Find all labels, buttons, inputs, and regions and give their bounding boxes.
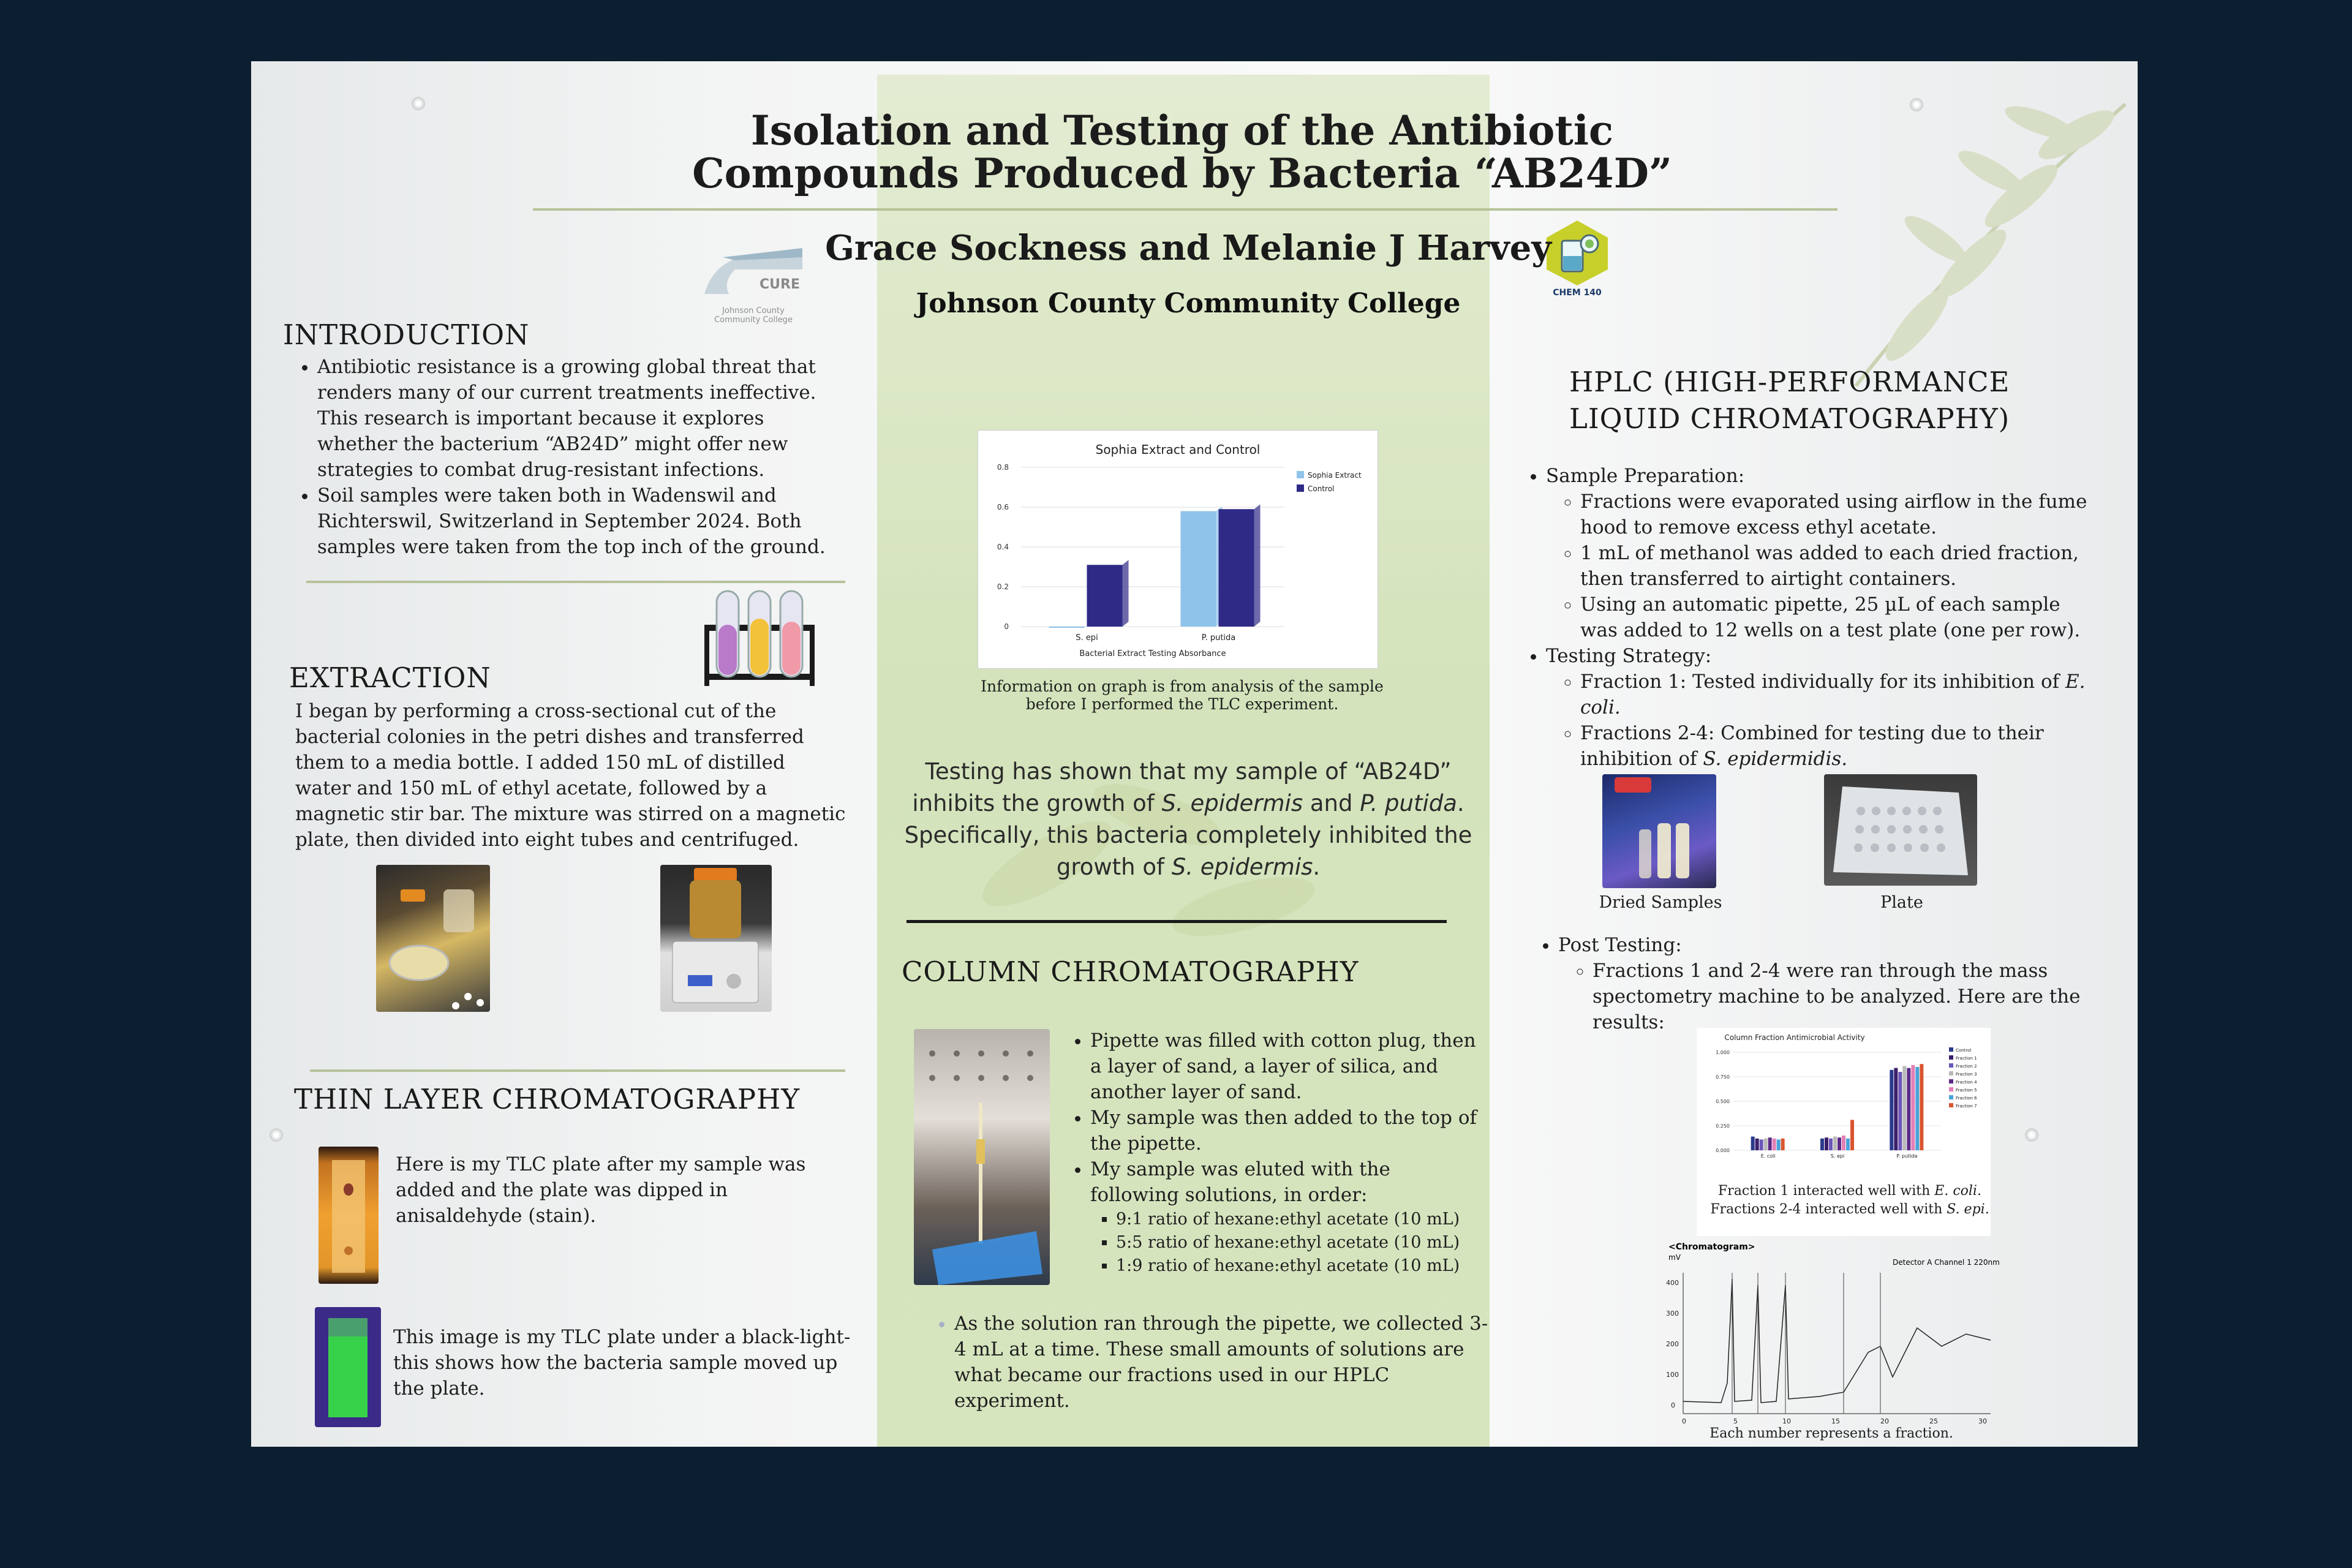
fraction-result-text: Fractions 2-4 interacted well with <box>1710 1202 1947 1217</box>
tlc-plate-photo <box>318 1147 379 1284</box>
title-divider <box>533 208 1838 211</box>
bar-fraction-1 <box>1894 1068 1898 1150</box>
bar-fraction-6 <box>1846 1139 1850 1150</box>
result-text: and <box>1303 790 1360 816</box>
introduction-bullet: • Antibiotic resistance is a growing global threat that renders many of our current treatments ineffective. This research is important because it explores whether the bacterium “AB24D” might offer new strategies to combat drug-resistant infections. <box>317 354 833 483</box>
preparation-step: ◦ 1 mL of methanol was added to each dried fraction, then transferred to airtight containers. <box>1580 540 2095 592</box>
introduction-section <box>282 354 833 560</box>
column-after-text <box>919 1311 1494 1414</box>
chromatogram-title: <Chromatogram> <box>1668 1242 1755 1252</box>
fraction-result-2 <box>1691 1200 2009 1219</box>
tlc-plate-blacklight-photo <box>315 1307 381 1427</box>
legend-swatch <box>1949 1071 1953 1076</box>
tlc-heading: THIN LAYER CHROMATOGRAPHY <box>294 1083 801 1115</box>
test-tubes-icon <box>692 588 827 692</box>
bar-fraction-2 <box>1829 1139 1833 1150</box>
section-divider <box>310 1069 845 1072</box>
result-text: . <box>1457 790 1464 816</box>
chromatogram-tick: 300 <box>1666 1310 1679 1317</box>
legend-swatch <box>1949 1095 1953 1099</box>
pin <box>270 1128 283 1142</box>
fraction-result-species: E. coli. <box>1934 1183 1981 1199</box>
leaf-branch-decoration <box>1819 80 2138 398</box>
solvent-ratio-item: ▪ 5:5 ratio of hexane:ethyl acetate (10 mL) <box>1116 1231 1477 1254</box>
introduction-heading: INTRODUCTION <box>283 318 530 351</box>
chromatogram-tick: 400 <box>1666 1279 1679 1287</box>
legend-swatch <box>1949 1103 1953 1107</box>
legend-label: Fraction 6 <box>1956 1096 1977 1101</box>
cure-logo-text: CURE <box>760 277 800 292</box>
result-divider <box>907 920 1447 923</box>
pin <box>412 97 425 110</box>
bar-fraction-2 <box>1760 1139 1763 1150</box>
stir-plate-photo <box>660 865 772 1012</box>
section-divider <box>306 581 845 583</box>
bar-control <box>1751 1137 1755 1150</box>
plate-caption: Plate <box>1880 893 1923 912</box>
result-line-1: Testing has shown that my sample of “AB24D” <box>925 758 1452 785</box>
authors: Grace Sockness and Melanie J Harvey <box>825 228 1551 268</box>
result-species: S. epidermis <box>1171 854 1313 880</box>
graph-caption: Information on graph is from analysis of the sample before I performed the TLC experiment. <box>981 677 1384 713</box>
well-plate-photo <box>1824 774 1977 886</box>
introduction-bullet: • Soil samples were taken both in Wadenswil and Richterswil, Switzerland in September 2024. Both samples were taken from the top inch of the ground. <box>317 483 833 560</box>
y-tick-label: 0 <box>1004 622 1009 631</box>
extraction-heading: EXTRACTION <box>289 662 491 694</box>
legend-swatch <box>1949 1055 1953 1060</box>
result-text: . <box>1313 854 1321 880</box>
extraction-text: I began by performing a cross-sectional cut of the bacterial colonies in the petri dishes and transferred them to a media bottle. I added 150 mL of distilled water and 150 mL of ethyl acetate, followed by a magnetic stir bar. The mixture was stirred on a magnetic plate, then divided into eight tubes and centrifuged. <box>295 700 846 851</box>
bar-fraction-7 <box>1850 1120 1854 1150</box>
x-category-label: S. epi <box>1830 1153 1845 1159</box>
chromatogram-tick: 0 <box>1682 1417 1686 1425</box>
chromatogram-tick: 10 <box>1782 1417 1791 1425</box>
tlc-plate-stained-photo <box>318 1147 379 1284</box>
strategy-fraction-1 <box>1580 669 2095 720</box>
title-line-1: Isolation and Testing of the Antibiotic <box>750 107 1614 154</box>
legend-label: Control <box>1308 484 1335 493</box>
legend-swatch <box>1949 1063 1953 1068</box>
legend-swatch <box>1297 471 1304 478</box>
strategy-text: Fractions 2-4: Combined for testing due to their inhibition of <box>1580 722 2044 770</box>
bar-fraction-1 <box>1755 1139 1759 1150</box>
chromatogram-tick: 25 <box>1929 1417 1938 1425</box>
preparation-step: ◦ Fractions were evaporated using airflow in the fume hood to remove excess ethyl acetate. <box>1580 489 2095 540</box>
x-category-label: S. epi <box>1076 633 1098 643</box>
strategy-species: E. coli. <box>1580 671 2086 718</box>
y-tick-label: 1.000 <box>1716 1050 1730 1055</box>
column-chromatography-heading: COLUMN CHROMATOGRAPHY <box>902 956 1359 988</box>
tlc-text-stain: Here is my TLC plate after my sample was added and the plate was dipped in anisaldehyde (stain). <box>396 1153 806 1227</box>
pipette-column-photo <box>914 1029 1050 1285</box>
title-line-2: Compounds Produced by Bacteria “AB24D” <box>692 149 1672 197</box>
bar-sophia-extract <box>1049 627 1085 628</box>
legend-swatch <box>1949 1047 1953 1052</box>
extraction-photo-petri <box>376 865 490 1012</box>
post-testing-label: Post Testing: <box>1558 934 1682 956</box>
legend-label: Fraction 2 <box>1956 1064 1977 1069</box>
bar-fraction-1 <box>1825 1137 1828 1150</box>
bar-fraction-2 <box>1898 1072 1902 1150</box>
y-tick-label: 0.2 <box>997 582 1009 591</box>
bar-fraction-3 <box>1764 1139 1768 1150</box>
pin <box>1910 98 1923 111</box>
legend-label: Fraction 3 <box>1956 1072 1977 1077</box>
bar-depth <box>1254 504 1261 627</box>
strategy-fractions-2-4 <box>1580 720 2095 772</box>
y-tick-label: 0.500 <box>1716 1099 1730 1104</box>
x-axis-label: Bacterial Extract Testing Absorbance <box>1079 649 1226 658</box>
result-line-2 <box>882 788 1494 820</box>
solvent-ratio-item: ▪ 1:9 ratio of hexane:ethyl acetate (10 mL) <box>1116 1254 1477 1278</box>
post-testing <box>1525 932 2089 1035</box>
bar-fraction-4 <box>1768 1137 1772 1150</box>
chromatogram <box>1660 1242 2003 1447</box>
bar-depth <box>1123 560 1129 627</box>
legend-label: Fraction 4 <box>1956 1080 1977 1085</box>
chromatogram-tick: 100 <box>1666 1371 1679 1379</box>
dried-samples-caption: Dried Samples <box>1599 893 1722 912</box>
bar-control <box>1820 1139 1824 1150</box>
chromatogram-tick: 0 <box>1671 1401 1675 1409</box>
cure-logo-subtext: Johnson County Community College <box>714 306 793 325</box>
chromatogram-unit: mV <box>1668 1253 1681 1262</box>
x-category-label: P. putida <box>1896 1153 1918 1159</box>
bar-control <box>1890 1070 1893 1150</box>
result-line-4 <box>882 851 1494 883</box>
test-plate-photo <box>1824 774 1977 886</box>
column-after-bullet: As the solution ran through the pipette, we collected 3-4 mL at a time. These small amounts of solutions are what became our fractions used in our HPLC experiment. <box>954 1313 1488 1412</box>
bar-fraction-5 <box>1842 1136 1845 1150</box>
legend-swatch <box>1949 1079 1953 1084</box>
y-tick-label: 0.250 <box>1716 1123 1730 1129</box>
hplc-heading-line: HPLC (HIGH-PERFORMANCE <box>1569 366 2010 398</box>
result-species: P. putida <box>1360 790 1457 816</box>
bar-fraction-5 <box>1911 1065 1915 1150</box>
fraction-result-1 <box>1691 1182 2009 1200</box>
petri-dish-photo <box>376 865 490 1012</box>
legend-label: Sophia Extract <box>1308 471 1362 480</box>
chromatogram-caption: Each number represents a fraction. <box>1709 1426 1953 1441</box>
bar-fraction-6 <box>1777 1139 1781 1150</box>
y-tick-label: 0.6 <box>997 503 1009 511</box>
vials-photo <box>1602 774 1716 888</box>
fraction-result-species: S. epi. <box>1947 1202 1989 1217</box>
y-tick-label: 0.4 <box>997 543 1009 551</box>
results-statement <box>882 756 1494 883</box>
fraction-result-text: Fraction 1 interacted well with <box>1718 1183 1935 1199</box>
x-category-label: P. putida <box>1201 633 1236 643</box>
chem140-logo-text: CHEM 140 <box>1553 288 1602 298</box>
strategy-species: S. epidermidis. <box>1703 748 1848 770</box>
legend-label: Fraction 7 <box>1956 1104 1977 1109</box>
college-name: Johnson County Community College <box>916 288 1461 319</box>
bar-fraction-6 <box>1915 1067 1919 1150</box>
chromatogram-tick: 20 <box>1880 1417 1889 1425</box>
result-text: growth of <box>1056 854 1172 880</box>
legend-swatch <box>1297 484 1304 492</box>
testing-strategy-label: Testing Strategy: <box>1546 645 1712 667</box>
tlc-blacklight-photo <box>315 1307 381 1427</box>
chart-title: Sophia Extract and Control <box>1095 442 1261 457</box>
chart-title: Column Fraction Antimicrobial Activity <box>1724 1033 1865 1042</box>
fraction-results-caption <box>1691 1182 2009 1219</box>
poster <box>251 61 2138 1447</box>
y-tick-label: 0.8 <box>997 463 1009 472</box>
tlc-text-blacklight: This image is my TLC plate under a black-light- this shows how the bacteria sample moved up the plate. <box>393 1326 851 1400</box>
chromatogram-detector: Detector A Channel 1 220nm <box>1893 1258 2000 1267</box>
bar-control <box>1087 565 1123 627</box>
preparation-step: ◦ Using an automatic pipette, 25 µL of each sample was added to 12 wells on a test plate (one per row). <box>1580 592 2095 643</box>
solvent-ratio-item: ▪ 9:1 ratio of hexane:ethyl acetate (10 mL) <box>1116 1208 1477 1231</box>
chromatogram-tick: 200 <box>1666 1340 1679 1348</box>
result-text: inhibits the growth of <box>912 790 1162 816</box>
result-species: S. epidermis <box>1161 790 1303 816</box>
y-tick-label: 0.750 <box>1716 1074 1730 1080</box>
poster-title <box>631 109 1733 195</box>
bar-fraction-3 <box>1902 1066 1906 1150</box>
chromatogram-trace <box>1660 1261 2003 1438</box>
chromatogram-tick: 5 <box>1733 1417 1738 1425</box>
result-line-3: Specifically, this bacteria completely inhibited the <box>904 822 1472 848</box>
pin <box>2025 1128 2038 1142</box>
hplc-heading <box>1569 364 2010 437</box>
extract-control-chart-svg <box>978 431 1378 668</box>
post-testing-item: ◦ Fractions 1 and 2-4 were ran through the mass spectometry machine to be analyzed. Here are the results: <box>1593 958 2089 1035</box>
bar-fraction-7 <box>1920 1064 1923 1150</box>
column-bullet: • My sample was eluted with the following solutions, in order: <box>1090 1156 1477 1208</box>
hplc-heading-line: LIQUID CHROMATOGRAPHY) <box>1569 402 2010 435</box>
bar-fraction-7 <box>1781 1139 1785 1150</box>
bar-fraction-4 <box>1907 1068 1910 1150</box>
bar-fraction-4 <box>1838 1137 1841 1150</box>
hplc-methods <box>1513 463 2095 772</box>
bar-control <box>1219 509 1254 627</box>
column-bullet: • Pipette was filled with cotton plug, then a layer of sand, a layer of silica, and another layer of sand. <box>1090 1028 1477 1105</box>
y-tick-label: 0.000 <box>1716 1148 1730 1153</box>
bar-fraction-5 <box>1773 1139 1776 1150</box>
legend-label: Fraction 5 <box>1956 1088 1977 1093</box>
chromatogram-tick: 15 <box>1831 1417 1840 1425</box>
x-category-label: E. coli <box>1760 1153 1776 1159</box>
chromatogram-tick: 30 <box>1978 1417 1987 1425</box>
column-chromatography-list <box>1055 1028 1477 1278</box>
sample-preparation-label: Sample Preparation: <box>1546 465 1745 487</box>
strategy-text: Fraction 1: Tested individually for its inhibition of <box>1580 671 2065 693</box>
bar-fraction-3 <box>1833 1137 1837 1150</box>
legend-label: Fraction 1 <box>1956 1056 1977 1061</box>
legend-swatch <box>1949 1087 1953 1091</box>
column-bullet: • My sample was then added to the top of the pipette. <box>1090 1105 1477 1156</box>
dried-samples-photo <box>1602 774 1716 888</box>
column-chromatography-photo <box>914 1029 1050 1285</box>
extraction-photo-stir-plate <box>660 865 772 1012</box>
legend-label: Control <box>1956 1048 1972 1053</box>
bar-sophia-extract <box>1181 511 1216 627</box>
extract-control-chart <box>978 430 1378 669</box>
